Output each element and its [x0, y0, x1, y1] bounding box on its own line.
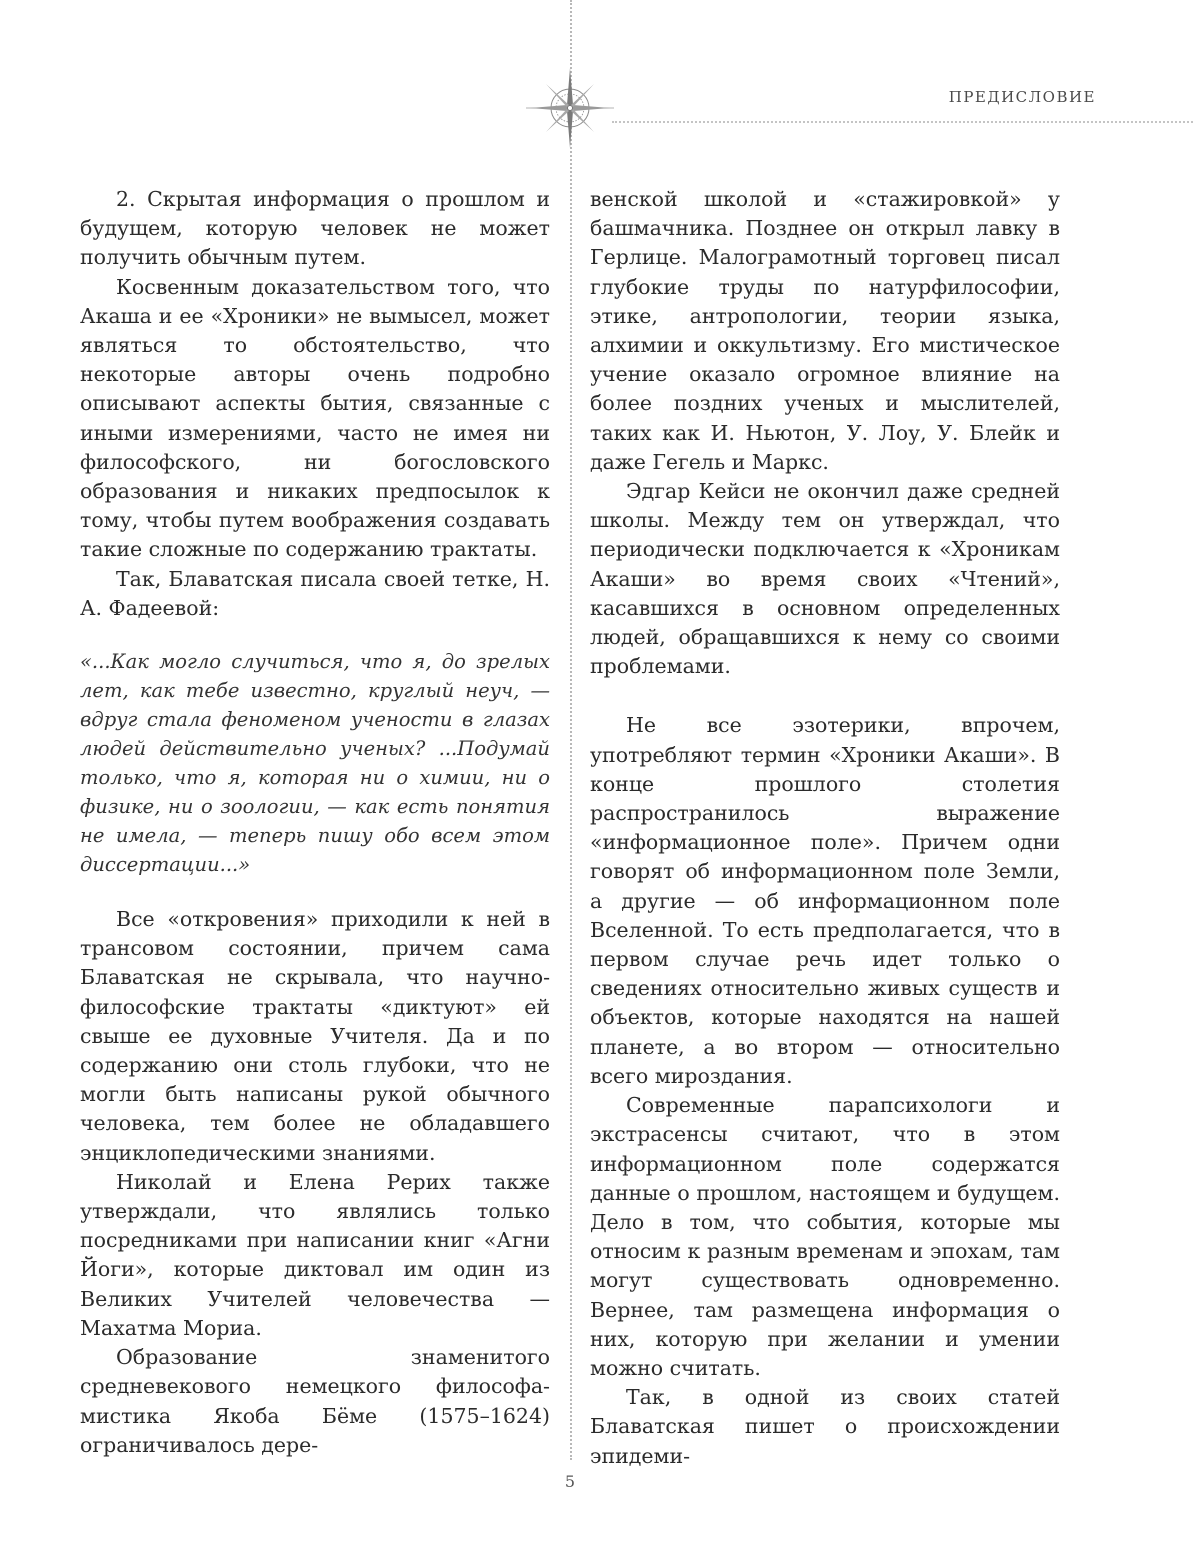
left-column: [80, 185, 550, 1460]
paragraph: Косвенным доказательством того, что Акаша и ее «Хроники» не вымысел, может являться то обстоятельство, что некоторые авторы очень подробно описывают аспекты бытия, связанные с иными измерениями, часто не имея ни философского, ни богословского образования и никаких предпосылок к тому, чтобы путем воображения создавать такие сложные по содержанию трактаты.: [80, 274, 550, 562]
paragraph: венской школой и «стажировкой» у башмачника. Позднее он открыл лавку в Герлице. Малограмотный торговец писал глубокие труды по натурфилософии, этике, антропологии, теории языка, алхимии и оккультизму. Его мистическое учение оказало огромное влияние на более поздних ученых и мыслителей, таких как И. Ньютон, У. Лоу, У. Блейк и даже Гегель и Маркс.: [590, 187, 1060, 474]
paragraph: Не все эзотерики, впрочем, употребляют термин «Хроники Акаши». В конце прошлого столетия распространилось выражение «информационное поле». Причем одни говорят об информационном поле Земли, а другие — об информационном поле Вселенной. То есть предполагается, что в первом случае речь идет только о сведениях относительно живых существ и объектов, которые находятся на нашей планете, а во втором — относительно всего мироздания.: [590, 713, 1060, 1088]
paragraph: Так, Блаватская писала своей тетке, Н. А. Фадеевой:: [80, 566, 550, 620]
paragraph: Эдгар Кейси не окончил даже средней школы. Между тем он утверждал, что периодически подключается к «Хроникам Акаши» во время своих «Чтений», касавшихся в основном определенных людей, обращавшихся к нему со своими проблемами.: [590, 479, 1060, 679]
right-column: [590, 185, 1060, 1471]
paragraph: 2. Скрытая информация о прошлом и будущем, которую человек не может получить обычным путем.: [80, 187, 550, 270]
header-rule: [612, 121, 1193, 123]
paragraph: Так, в одной из своих статей Блаватская пишет о происхождении эпидеми-: [590, 1385, 1060, 1468]
running-head: ПРЕДИСЛОВИЕ: [948, 88, 1096, 106]
paragraph: Образование знаменитого средневекового немецкого философа-мистика Якоба Бёме (1575–1624) ограничивалось дере-: [80, 1345, 550, 1457]
compass-rose-icon: [526, 64, 614, 152]
paragraph: Николай и Елена Рерих также утверждали, что являлись только посредниками при написании книг «Агни Йоги», которые диктовал им один из Великих Учителей человечества — Махатма Мориа.: [80, 1169, 550, 1340]
column-divider: [570, 0, 572, 1460]
blockquote: «...Как могло случиться, что я, до зрелых лет, как тебе известно, круглый неуч, — вдруг стала феноменом учености в глазах людей действительно ученых? ...Подумай только, что я, которая ни о химии, ни о физике, ни о зоологии, — как есть понятия не имела, — теперь пишу обо всем этом диссертации...»: [80, 650, 550, 877]
paragraph: Все «откровения» приходили к ней в трансовом состоянии, причем сама Блаватская не скрывала, что научно-философские трактаты «диктуют» ей свыше ее духовные Учителя. Да и по содержанию они столь глубоки, что не могли быть написаны рукой обычного человека, тем более не обладавшего энциклопедическими знаниями.: [80, 907, 550, 1165]
page-number: 5: [564, 1472, 576, 1491]
paragraph: Современные парапсихологи и экстрасенсы считают, что в этом информационном поле содержатся данные о прошлом, настоящем и будущем. Дело в том, что события, которые мы относим к разным временам и эпохам, там могут существовать одновременно. Вернее, там размещена информация о них, которую при желании и умении можно считать.: [590, 1093, 1060, 1380]
